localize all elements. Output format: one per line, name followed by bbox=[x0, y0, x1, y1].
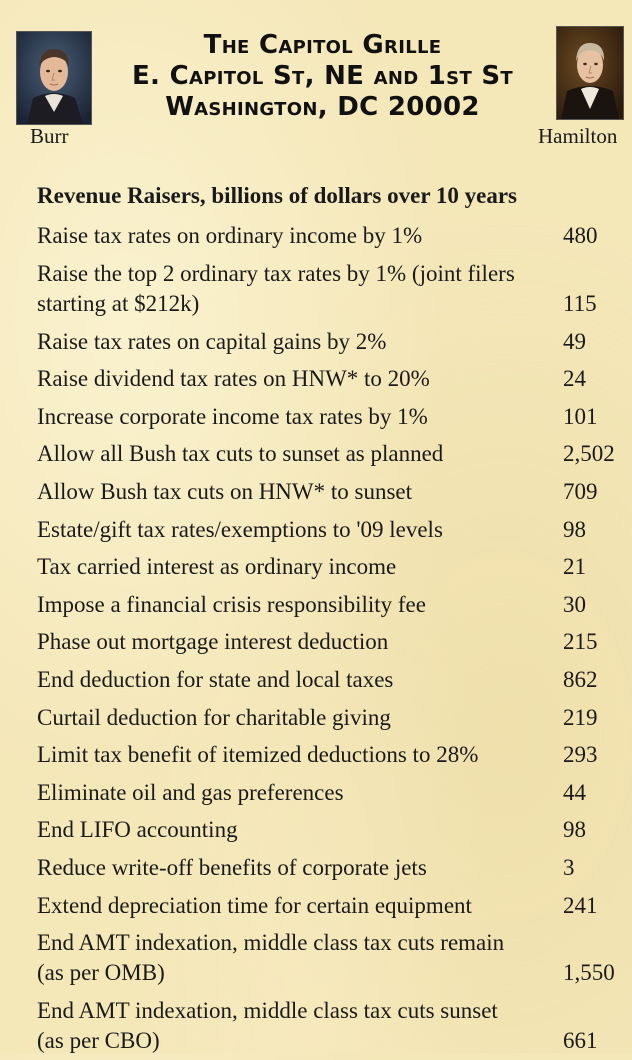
item-value: 98 bbox=[563, 516, 586, 542]
list-item bbox=[37, 473, 632, 511]
list-item bbox=[37, 548, 632, 586]
item-value: 219 bbox=[563, 704, 598, 730]
item-label-line: Raise tax rates on ordinary income by 1% bbox=[37, 223, 423, 248]
address-city: Washington, DC 20002 bbox=[165, 92, 480, 122]
burr-caption: Burr bbox=[30, 124, 69, 148]
item-label bbox=[37, 398, 428, 436]
revenue-raisers-list bbox=[37, 217, 632, 1060]
list-item bbox=[37, 849, 632, 887]
list-item bbox=[37, 398, 632, 436]
item-label bbox=[37, 473, 412, 511]
item-value: 3 bbox=[563, 854, 575, 880]
item-value: 293 bbox=[563, 742, 598, 768]
item-value: 215 bbox=[563, 629, 598, 655]
list-item bbox=[37, 511, 632, 549]
item-value: 49 bbox=[563, 328, 586, 354]
item-label bbox=[37, 887, 472, 925]
item-label bbox=[37, 928, 504, 988]
item-label-line: Reduce write-off benefits of corporate jets bbox=[37, 854, 427, 880]
item-label-line: End AMT indexation, middle class tax cuts remain bbox=[37, 930, 505, 956]
item-value: 44 bbox=[563, 779, 586, 805]
item-label-line: Raise dividend tax rates on HNW* to 20% bbox=[37, 366, 430, 392]
list-item bbox=[37, 992, 632, 1060]
item-label-line: Impose a financial crisis responsibility fee bbox=[37, 591, 426, 617]
burr-portrait bbox=[16, 31, 92, 125]
item-label-line: Allow all Bush tax cuts to sunset as planned bbox=[37, 441, 444, 467]
list-item bbox=[37, 924, 632, 992]
hamilton-portrait bbox=[556, 26, 624, 120]
list-item bbox=[37, 217, 632, 255]
item-label bbox=[37, 548, 396, 586]
item-label-line: Raise tax rates on capital gains by 2% bbox=[37, 328, 387, 354]
item-label-line: (as per CBO) bbox=[37, 1028, 160, 1054]
item-label-line: Tax carried interest as ordinary income bbox=[37, 554, 397, 580]
item-value: 101 bbox=[563, 403, 598, 429]
item-label bbox=[37, 661, 393, 699]
item-label bbox=[37, 323, 386, 361]
item-label bbox=[37, 435, 443, 473]
item-label-line: Phase out mortgage interest deduction bbox=[37, 629, 389, 655]
list-item bbox=[37, 360, 632, 398]
item-label-line: Eliminate oil and gas preferences bbox=[37, 779, 344, 805]
item-label bbox=[37, 774, 344, 812]
item-value: 480 bbox=[563, 223, 598, 248]
item-label-line: Increase corporate income tax rates by 1% bbox=[37, 403, 428, 429]
item-label bbox=[37, 699, 391, 737]
address-street: E. Capitol St, NE and 1st St bbox=[132, 61, 513, 91]
list-item bbox=[37, 586, 632, 624]
item-label bbox=[37, 586, 426, 624]
item-value: 98 bbox=[563, 817, 586, 843]
item-label-line: End AMT indexation, middle class tax cuts sunset bbox=[37, 998, 498, 1024]
item-value: 1,550 bbox=[563, 960, 615, 986]
item-label-line: Extend depreciation time for certain equipment bbox=[37, 892, 472, 918]
item-value: 115 bbox=[563, 290, 597, 316]
item-label-line: starting at $212k) bbox=[37, 290, 200, 316]
item-label bbox=[37, 217, 422, 255]
item-value: 241 bbox=[563, 892, 598, 918]
item-label bbox=[37, 511, 443, 549]
burr-portrait-image bbox=[17, 32, 91, 124]
restaurant-name: The Capitol Grille bbox=[203, 30, 442, 60]
item-value: 862 bbox=[563, 666, 598, 692]
item-label-line: (as per OMB) bbox=[37, 960, 165, 986]
list-item bbox=[37, 435, 632, 473]
item-label-line: Curtail deduction for charitable giving bbox=[37, 704, 391, 730]
list-item bbox=[37, 623, 632, 661]
list-item bbox=[37, 699, 632, 737]
item-label bbox=[37, 259, 515, 319]
hamilton-caption: Hamilton bbox=[538, 124, 618, 148]
item-label bbox=[37, 736, 478, 774]
list-item bbox=[37, 887, 632, 925]
item-value: 709 bbox=[563, 478, 598, 504]
item-value: 661 bbox=[563, 1028, 598, 1054]
item-label-line: Limit tax benefit of itemized deductions to 28% bbox=[37, 742, 479, 768]
item-label bbox=[37, 360, 430, 398]
item-label-line: Estate/gift tax rates/exemptions to '09 levels bbox=[37, 516, 443, 542]
item-label-line: Allow Bush tax cuts on HNW* to sunset bbox=[37, 478, 413, 504]
item-label-line: End deduction for state and local taxes bbox=[37, 666, 394, 692]
list-item bbox=[37, 661, 632, 699]
item-value: 21 bbox=[563, 554, 586, 580]
item-value: 24 bbox=[563, 366, 586, 392]
item-value: 2,502 bbox=[563, 441, 615, 467]
hamilton-portrait-image bbox=[557, 27, 623, 119]
list-item bbox=[37, 323, 632, 361]
list-item bbox=[37, 811, 632, 849]
item-label-line: End LIFO accounting bbox=[37, 817, 238, 843]
list-item bbox=[37, 255, 632, 323]
restaurant-header bbox=[95, 30, 550, 123]
section-title: Revenue Raisers, billions of dollars over 10 years bbox=[37, 183, 517, 208]
item-label-line: Raise the top 2 ordinary tax rates by 1% (joint filers bbox=[37, 260, 515, 286]
item-label bbox=[37, 849, 427, 887]
item-value: 30 bbox=[563, 591, 586, 617]
item-label bbox=[37, 623, 388, 661]
item-label bbox=[37, 811, 238, 849]
item-label bbox=[37, 996, 498, 1056]
list-item bbox=[37, 736, 632, 774]
list-item bbox=[37, 774, 632, 812]
